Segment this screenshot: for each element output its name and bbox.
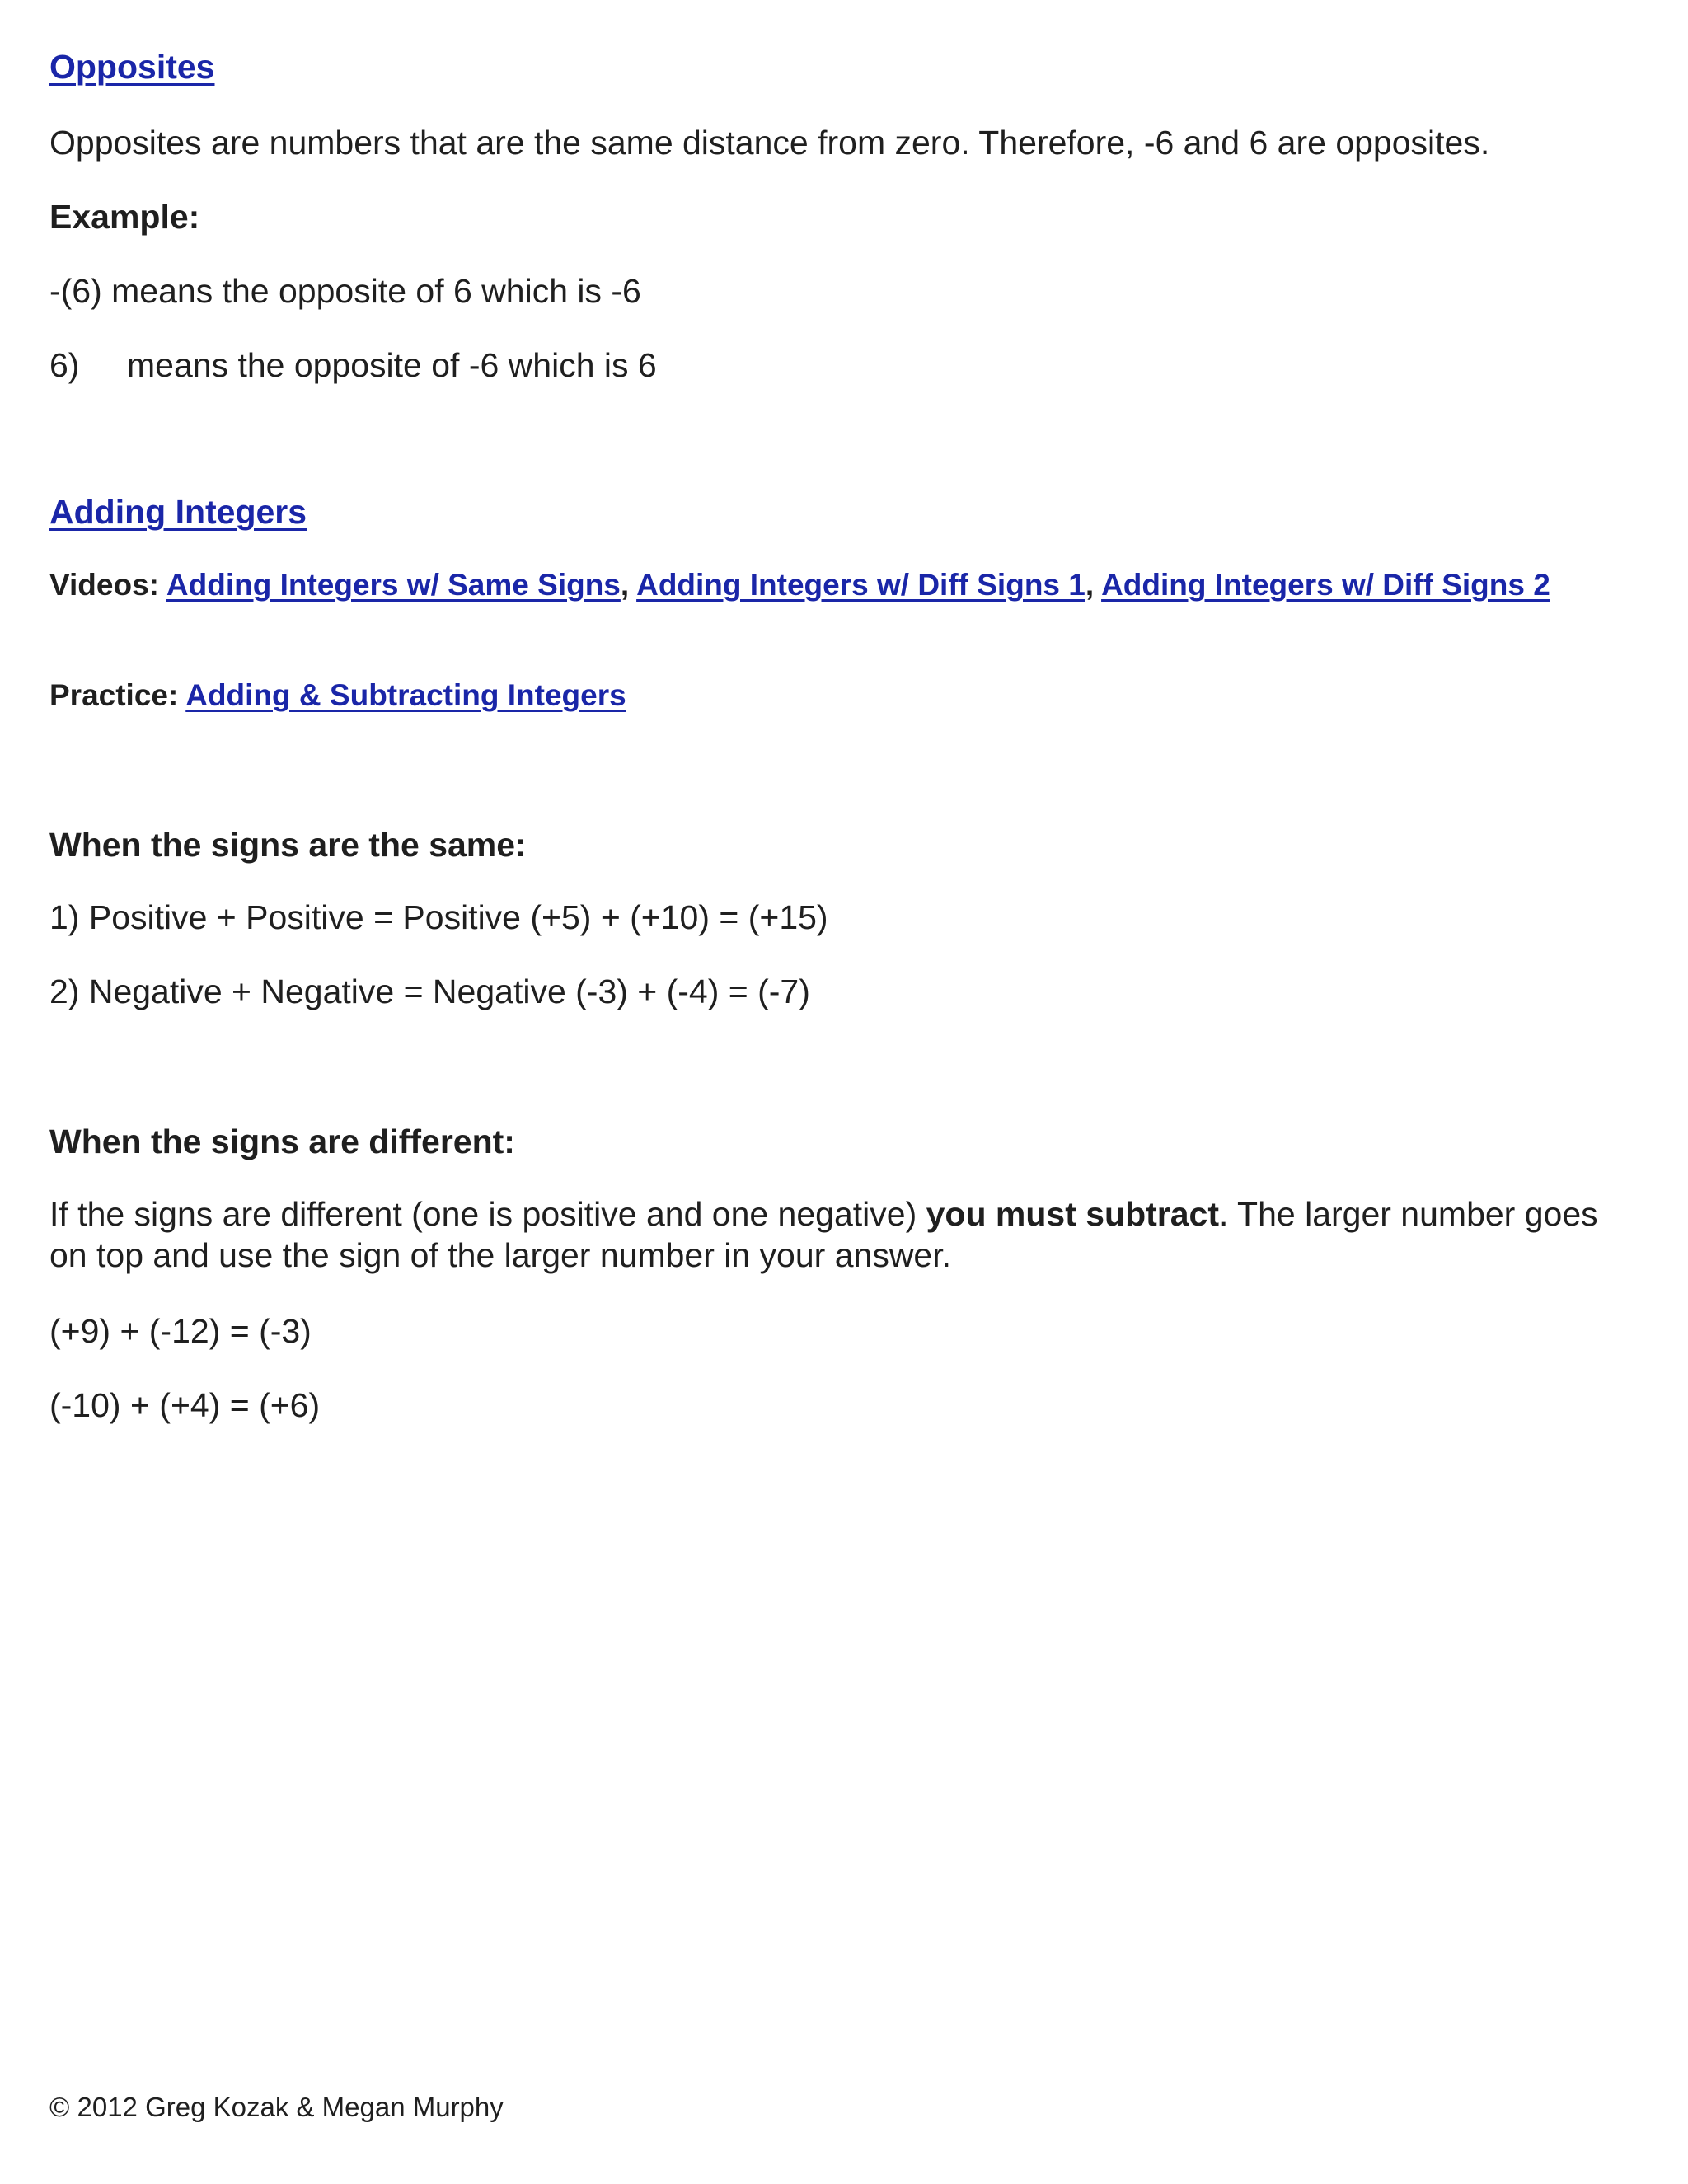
opposites-example-2	[49, 344, 657, 386]
opposites-example-1: -(6) means the opposite of 6 which is -6	[49, 272, 641, 310]
explanation-end: . The larger number goes on top and use the sign of the larger number in your answer.	[49, 1195, 1598, 1274]
explanation-emphasis: you must subtract	[926, 1195, 1220, 1233]
copyright-footer: © 2012 Greg Kozak & Megan Murphy	[49, 2092, 504, 2122]
different-signs-example-1: (+9) + (-12) = (-3)	[49, 1312, 312, 1350]
opposites-heading-link[interactable]: Opposites	[49, 48, 215, 86]
video-link-diff-signs-2[interactable]: Adding Integers w/ Diff Signs 2	[1101, 568, 1550, 602]
same-signs-rule-1: 1) Positive + Positive = Positive (+5) + (+10) = (+15)	[49, 898, 828, 936]
videos-line	[49, 565, 1615, 604]
practice-line	[49, 676, 626, 715]
same-signs-heading: When the signs are the same:	[49, 826, 527, 864]
practice-link[interactable]: Adding & Subtracting Integers	[185, 678, 626, 712]
different-signs-example-2: (-10) + (+4) = (+6)	[49, 1386, 321, 1424]
opposites-definition: Opposites are numbers that are the same distance from zero. Therefore, -6 and 6 are opposites.	[49, 124, 1490, 162]
same-signs-rule-2: 2) Negative + Negative = Negative (-3) + (-4) = (-7)	[49, 972, 810, 1010]
video-link-same-signs[interactable]: Adding Integers w/ Same Signs	[166, 568, 621, 602]
adding-integers-heading-link[interactable]: Adding Integers	[49, 493, 307, 531]
videos-label: Videos:	[49, 568, 159, 602]
different-signs-heading: When the signs are different:	[49, 1122, 515, 1160]
example-2-number: 6)	[49, 346, 80, 384]
separator: ,	[620, 568, 630, 602]
video-link-diff-signs-1[interactable]: Adding Integers w/ Diff Signs 1	[636, 568, 1085, 602]
example-2-text: means the opposite of -6 which is 6	[127, 346, 657, 384]
practice-label: Practice:	[49, 678, 179, 712]
different-signs-explanation	[49, 1193, 1615, 1276]
explanation-start: If the signs are different (one is positive and one negative)	[49, 1195, 926, 1233]
example-label: Example:	[49, 198, 200, 236]
separator: ,	[1085, 568, 1095, 602]
